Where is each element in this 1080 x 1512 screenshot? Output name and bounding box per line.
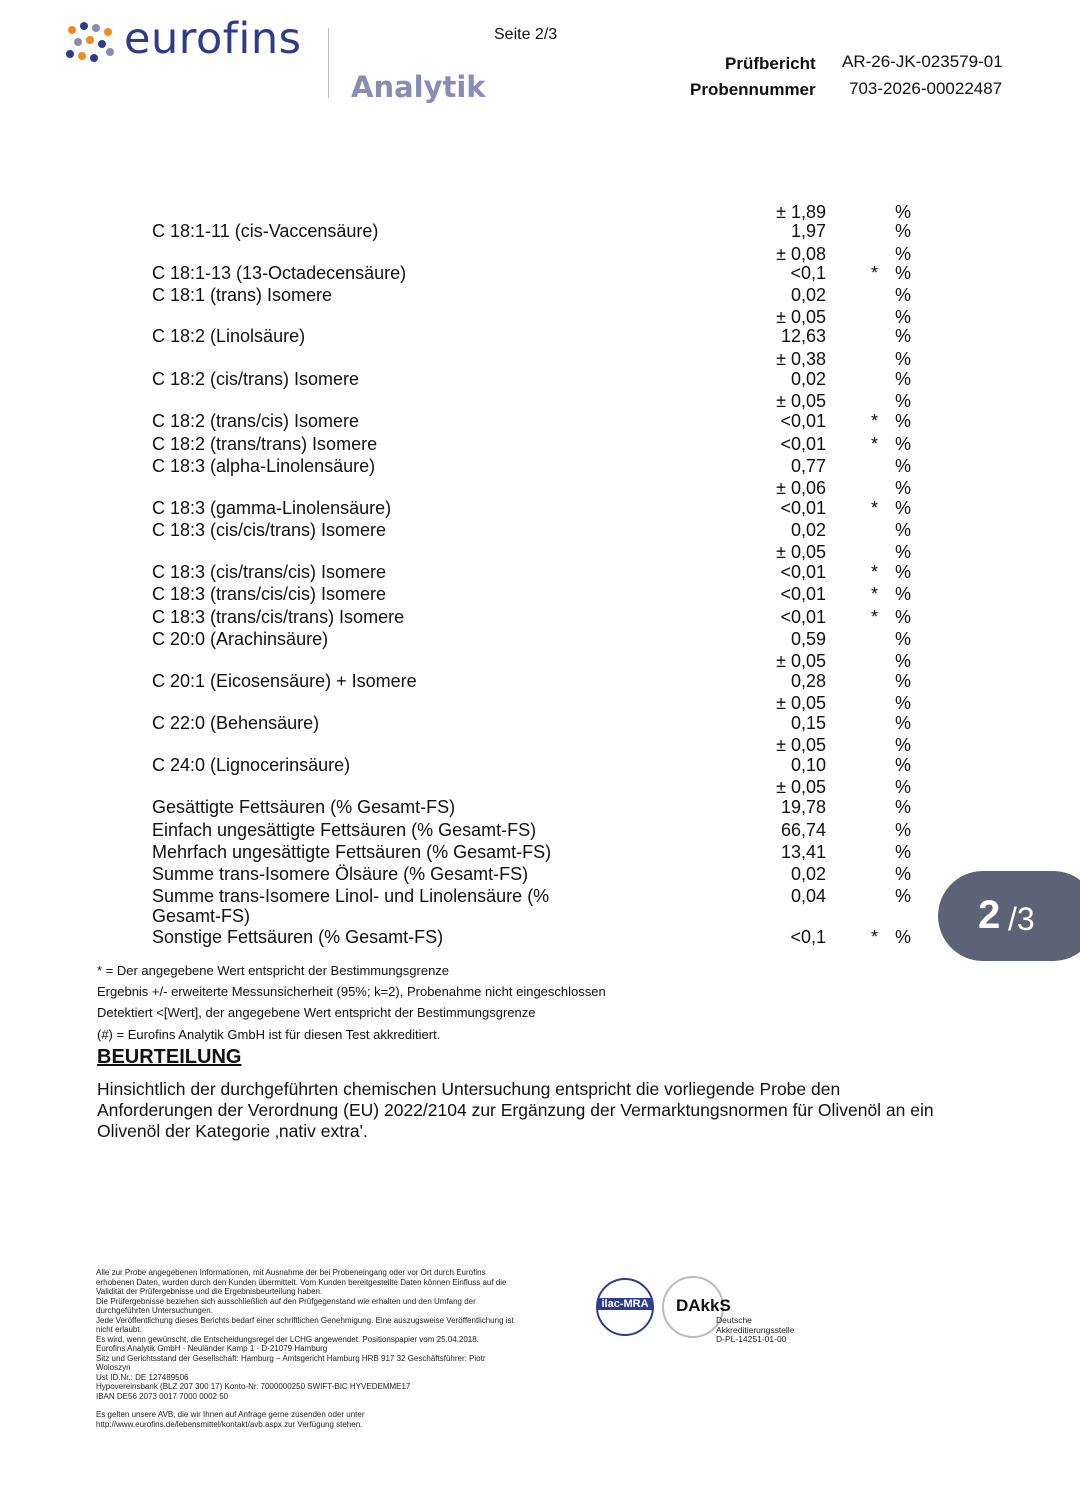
row-value: <0,1 — [790, 927, 826, 947]
row-value: <0,01 — [780, 562, 826, 582]
table-row — [0, 606, 1080, 628]
table-row — [0, 863, 1080, 885]
row-value: 0,77 — [790, 456, 826, 476]
footer-line: Validität der Prüfergebnisse und die Ergebnisbeurteilung haben. — [96, 1287, 323, 1296]
row-unit: % — [895, 391, 912, 411]
footer-line: Woloszyn — [96, 1363, 131, 1372]
row-value: <0,01 — [780, 498, 826, 518]
row-name: C 24:0 (Lignocerinsäure) — [152, 755, 351, 775]
table-row — [0, 796, 1080, 818]
row-name: C 22:0 (Behensäure) — [152, 713, 320, 733]
row-name: Sonstige Fettsäuren (% Gesamt-FS) — [152, 927, 444, 947]
row-value: <0,01 — [780, 584, 826, 604]
footer-line: Hypovereinsbank (BLZ 207 300 17) Konto-Nr. 7000000250 SWIFT-BIC HYVEDEMME17 — [96, 1382, 411, 1391]
row-unit: % — [895, 797, 912, 817]
table-row — [0, 433, 1080, 455]
footnote-accredited: (#) = Eurofins Analytik GmbH ist für diesen Test akkreditiert. — [97, 1027, 441, 1042]
row-unit: % — [895, 820, 912, 840]
row-unit: % — [895, 607, 912, 627]
row-star: * — [871, 434, 879, 454]
footer-line: durchgeführten Untersuchungen. — [96, 1306, 213, 1315]
row-star: * — [871, 562, 879, 582]
row-name: Summe trans-Isomere Ölsäure (% Gesamt-FS) — [152, 864, 529, 884]
row-name: Gesamt-FS) — [152, 906, 251, 926]
row-value: ± 0,05 — [776, 391, 826, 411]
table-row — [0, 410, 1080, 432]
dakks-line: Akkreditierungsstelle — [716, 1324, 795, 1335]
row-value: <0,01 — [780, 411, 826, 431]
table-row — [0, 348, 1080, 370]
row-unit: % — [895, 221, 912, 241]
footer-line: Alle zur Probe angegebenen Informationen, mit Ausnahme der bei Probeneingang oder vor Ort durch Eurofins — [96, 1268, 486, 1277]
row-unit: % — [895, 434, 912, 454]
row-unit: % — [895, 713, 912, 733]
logo-separator — [328, 28, 329, 98]
row-name: Summe trans-Isomere Linol- und Linolensäure (% — [152, 886, 550, 906]
page-badge — [938, 871, 1080, 961]
logo-subtitle: Analytik — [351, 70, 486, 104]
row-name: Mehrfach ungesättigte Fettsäuren (% Gesamt-FS) — [152, 842, 552, 862]
report-value: AR-26-JK-023579-01 — [842, 52, 1003, 71]
table-row — [0, 692, 1080, 714]
page-number: Seite 2/3 — [494, 26, 558, 43]
dakks-subtitle — [716, 1316, 794, 1345]
footer-line: Die Prüfergebnisse beziehen sich ausschließlich auf den Prüfgegenstand wie erhalten und den Umfang der — [96, 1296, 476, 1306]
row-star: * — [871, 498, 879, 518]
row-name: C 18:2 (Linolsäure) — [152, 326, 306, 346]
row-name: C 18:1 (trans) Isomere — [152, 285, 333, 305]
row-unit: % — [895, 584, 912, 604]
row-name: Gesättigte Fettsäuren (% Gesamt-FS) — [152, 797, 456, 817]
ilac-logo-text: ilac-MRA — [598, 1298, 652, 1310]
table-row — [0, 712, 1080, 734]
table-row — [0, 885, 1080, 907]
row-unit: % — [895, 202, 912, 222]
row-value: 0,02 — [790, 285, 826, 305]
row-unit: % — [895, 263, 912, 283]
table-row — [0, 284, 1080, 306]
table-row — [0, 841, 1080, 863]
table-row — [0, 262, 1080, 284]
row-name: C 18:3 (trans/cis/cis) Isomere — [152, 584, 387, 604]
row-value: 0,15 — [790, 713, 826, 733]
table-row — [0, 497, 1080, 519]
row-value: ± 0,06 — [776, 478, 826, 498]
footer-line: nicht erlaubt. — [96, 1325, 142, 1334]
footnote-limit: * = Der angegebene Wert entspricht der Bestimmungsgrenze — [97, 963, 450, 978]
row-value: <0,1 — [790, 263, 826, 283]
table-row — [0, 819, 1080, 841]
footer-line: http://www.eurofins.de/lebensmittel/kontakt/avb.aspx zur Verfügung stehen. — [96, 1419, 363, 1429]
row-unit: % — [895, 842, 912, 862]
row-name: C 20:1 (Eicosensäure) + Isomere — [152, 671, 417, 691]
page-badge-total: /3 — [1008, 901, 1035, 937]
row-unit: % — [895, 542, 912, 562]
row-value: 13,41 — [780, 842, 826, 862]
row-unit: % — [895, 478, 912, 498]
row-unit: % — [895, 777, 912, 797]
row-unit: % — [895, 307, 912, 327]
row-unit: % — [895, 651, 912, 671]
row-star: * — [871, 607, 879, 627]
table-row — [0, 734, 1080, 756]
footer-line: Eurofins Analytik GmbH · Neuländer Kamp 1 · D-21079 Hamburg — [96, 1344, 328, 1353]
row-unit: % — [895, 693, 912, 713]
footer-line: Es gelten unsere AVB, die wir Ihnen auf Anfrage gerne zusenden oder unter — [96, 1410, 365, 1419]
assessment-text — [97, 1079, 997, 1142]
table-row — [0, 754, 1080, 776]
table-row — [0, 477, 1080, 499]
table-row — [0, 776, 1080, 798]
row-value: 12,63 — [780, 326, 826, 346]
table-row — [0, 368, 1080, 390]
row-name: C 18:2 (trans/cis) Isomere — [152, 411, 360, 431]
footnote-detected: Detektiert <[Wert], der angegebene Wert entspricht der Bestimmungsgrenze — [97, 1005, 536, 1020]
table-row — [0, 220, 1080, 242]
sample-value: 703-2026-00022487 — [849, 79, 1003, 98]
table-row — [0, 926, 1080, 948]
row-value: ± 0,05 — [776, 542, 826, 562]
row-name: C 18:3 (cis/cis/trans) Isomere — [152, 520, 387, 540]
row-unit: % — [895, 755, 912, 775]
footer-gap — [96, 1401, 586, 1410]
row-value: <0,01 — [780, 434, 826, 454]
row-unit: % — [895, 498, 912, 518]
row-unit: % — [895, 285, 912, 305]
row-unit: % — [895, 735, 912, 755]
row-star: * — [871, 411, 879, 431]
row-name: C 20:0 (Arachinsäure) — [152, 629, 329, 649]
footer-line: Es wird, wenn gewünscht, die Entscheidungsregel der LCHG angewendet. Positionspapier vom 25.04.2018. — [96, 1334, 479, 1344]
row-value: ± 0,08 — [776, 244, 826, 264]
footer-line: Jede Veröffentlichung dieses Berichts bedarf einer schriftlichen Genehmigung. Eine auszugsweise Veröffentlichung ist — [96, 1315, 514, 1325]
sample-label: Probennummer — [690, 80, 816, 99]
row-unit: % — [895, 671, 912, 691]
legal-footer — [96, 1268, 586, 1429]
row-name: C 18:3 (trans/cis/trans) Isomere — [152, 607, 405, 627]
table-row — [0, 325, 1080, 347]
table-row — [0, 541, 1080, 563]
assessment-line: Olivenöl der Kategorie ‚nativ extra'. — [97, 1121, 368, 1141]
row-value: 0,28 — [790, 671, 826, 691]
row-value: 66,74 — [780, 820, 826, 840]
footer-line: erhobenen Daten, wurden durch den Kunden übermittelt. Vom Kunden bereitgestellte Daten können Einfluss auf die — [96, 1277, 507, 1287]
row-value: 0,10 — [790, 755, 826, 775]
row-unit: % — [895, 927, 912, 947]
row-name: C 18:3 (cis/trans/cis) Isomere — [152, 562, 387, 582]
row-star: * — [871, 584, 879, 604]
report-label: Prüfbericht — [725, 54, 816, 73]
footer-line: Ust ID.Nr.: DE 127489506 — [96, 1372, 189, 1382]
row-name: C 18:2 (cis/trans) Isomere — [152, 369, 360, 389]
row-value: <0,01 — [780, 607, 826, 627]
dakks-line: D-PL-14251-01-00 — [716, 1334, 787, 1344]
row-value: 0,59 — [790, 629, 826, 649]
table-row — [0, 455, 1080, 477]
row-name: C 18:3 (alpha-Linolensäure) — [152, 456, 376, 476]
row-unit: % — [895, 369, 912, 389]
row-name: C 18:1-13 (13-Octadecensäure) — [152, 263, 407, 283]
row-unit: % — [895, 244, 912, 264]
table-row — [0, 628, 1080, 650]
assessment-line: Anforderungen der Verordnung (EU) 2022/2104 zur Ergänzung der Vermarktungsnormen für Olivenöl an ein — [97, 1100, 934, 1120]
row-star: * — [871, 263, 879, 283]
row-value: ± 0,05 — [776, 735, 826, 755]
dakks-logo-text: DAkkS — [676, 1296, 731, 1315]
row-star: * — [871, 927, 879, 947]
row-unit: % — [895, 629, 912, 649]
dakks-line: Deutsche — [716, 1315, 752, 1325]
row-unit: % — [895, 326, 912, 346]
row-unit: % — [895, 456, 912, 476]
footer-line: IBAN DE56 2073 0017 7000 0002 50 — [96, 1391, 229, 1401]
assessment-line: Hinsichtlich der durchgeführten chemischen Untersuchung entspricht die vorliegende Probe den — [97, 1079, 841, 1099]
row-unit: % — [895, 886, 912, 906]
row-unit: % — [895, 520, 912, 540]
row-value: 0,02 — [790, 520, 826, 540]
table-row — [0, 583, 1080, 605]
table-row — [0, 390, 1080, 412]
page-badge-current: 2 — [978, 893, 1001, 937]
table-row — [0, 650, 1080, 672]
row-name: C 18:1-11 (cis-Vaccensäure) — [152, 221, 379, 241]
row-value: ± 1,89 — [776, 202, 826, 222]
row-name: C 18:3 (gamma-Linolensäure) — [152, 498, 392, 518]
row-value: ± 0,05 — [776, 651, 826, 671]
assessment-heading: BEURTEILUNG — [97, 1046, 242, 1068]
row-value: ± 0,05 — [776, 777, 826, 797]
row-value: 19,78 — [780, 797, 826, 817]
ilac-mra-logo-icon — [596, 1278, 654, 1336]
row-unit: % — [895, 349, 912, 369]
table-row — [0, 905, 1080, 927]
eurofins-logo-text: eurofins — [124, 14, 302, 64]
table-row — [0, 670, 1080, 692]
eurofins-logo-dots-icon — [64, 20, 118, 66]
footnote-uncertainty: Ergebnis +/- erweiterte Messunsicherheit (95%; k=2), Probenahme nicht eingeschlossen — [97, 984, 606, 999]
row-name: C 18:2 (trans/trans) Isomere — [152, 434, 378, 454]
row-unit: % — [895, 562, 912, 582]
row-value: ± 0,05 — [776, 307, 826, 327]
row-value: 0,02 — [790, 864, 826, 884]
footer-line: Sitz und Gerichtsstand der Gesellschaft: Hamburg – Amtsgericht Hamburg HRB 917 32 Geschäftsführer: Piotr — [96, 1353, 486, 1363]
row-unit: % — [895, 411, 912, 431]
row-value: 0,02 — [790, 369, 826, 389]
row-value: ± 0,38 — [776, 349, 826, 369]
row-unit: % — [895, 864, 912, 884]
row-value: 0,04 — [790, 886, 826, 906]
row-value: ± 0,05 — [776, 693, 826, 713]
row-name: Einfach ungesättigte Fettsäuren (% Gesamt-FS) — [152, 820, 537, 840]
row-value: 1,97 — [790, 221, 826, 241]
table-row — [0, 519, 1080, 541]
table-row — [0, 561, 1080, 583]
